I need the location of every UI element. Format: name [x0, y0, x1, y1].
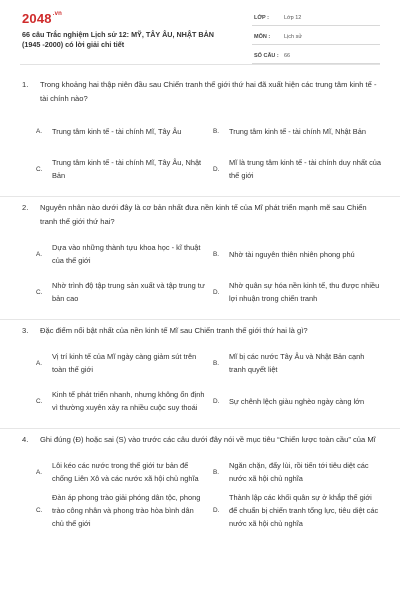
option-letter: D.	[213, 288, 220, 296]
meta-value: Lớp 12	[284, 15, 302, 21]
question-number: 2.	[22, 203, 29, 212]
answer-option-d[interactable]	[213, 150, 382, 188]
question-1	[0, 74, 400, 197]
answer-options	[22, 338, 382, 428]
answer-option-b[interactable]	[213, 344, 382, 382]
option-letter: B.	[213, 250, 220, 258]
answer-option-a[interactable]	[36, 112, 205, 150]
answer-option-c[interactable]	[36, 382, 205, 420]
question-stem	[22, 74, 382, 106]
option-letter: A.	[36, 127, 43, 135]
meta-value: 66	[284, 53, 291, 59]
answer-option-c[interactable]	[36, 273, 205, 311]
question-list	[0, 74, 400, 538]
answer-option-a[interactable]	[36, 344, 205, 382]
answer-options	[22, 106, 382, 196]
answer-option-a[interactable]	[36, 453, 205, 491]
option-text: Nhờ quân sự hóa nền kinh tế, thu được nhiều lợi nhuận trong chiến tranh	[229, 281, 380, 303]
question-text: Ghi đúng (Đ) hoặc sai (S) vào trước các câu dưới đây nói về mục tiêu “Chiến lược toàn cầu” của Mĩ	[40, 435, 376, 444]
option-letter: C.	[36, 397, 43, 405]
option-text: Vị trí kinh tế của Mĩ ngày càng giảm sút trên toàn thế giới	[52, 352, 197, 374]
option-letter: A.	[36, 250, 43, 258]
meta-key: LỚP :	[254, 15, 269, 21]
answer-option-d[interactable]	[213, 273, 382, 311]
answer-option-c[interactable]	[36, 150, 205, 188]
question-3	[0, 320, 400, 429]
meta-key: SỐ CÂU :	[254, 53, 279, 59]
option-letter: B.	[213, 468, 220, 476]
option-text: Kinh tế phát triển nhanh, nhưng không ổn định vì thường xuyên xảy ra nhiều cuộc suy thoái	[52, 390, 205, 412]
question-number: 3.	[22, 326, 29, 335]
question-stem	[22, 197, 382, 229]
question-stem	[22, 429, 382, 447]
option-letter: C.	[36, 165, 43, 173]
logo-main: 2048	[22, 11, 52, 26]
question-2	[0, 197, 400, 320]
answer-option-d[interactable]	[213, 491, 382, 530]
question-number: 1.	[22, 80, 29, 89]
option-letter: C.	[36, 288, 43, 296]
option-text: Dựa vào những thành tựu khoa học - kĩ thuật của thế giới	[52, 243, 201, 265]
question-number: 4.	[22, 435, 29, 444]
option-letter: B.	[213, 127, 220, 135]
meta-row-count	[252, 50, 380, 64]
meta-panel	[252, 12, 380, 69]
document-header	[0, 0, 400, 62]
option-text: Lôi kéo các nước trong thế giới tư bản để chống Liên Xô và các nước xã hội chủ nghĩa	[52, 461, 199, 483]
meta-value: Lịch sử	[284, 34, 303, 40]
option-text: Trung tâm kinh tế - tài chính Mĩ, Tây Âu, Nhật Bản	[52, 158, 202, 180]
meta-row-class	[252, 12, 380, 26]
site-logo[interactable]	[22, 11, 62, 26]
option-text: Ngăn chặn, đẩy lùi, rồi tiến tới tiêu diệt các nước xã hội chủ nghĩa	[229, 461, 369, 483]
option-letter: A.	[36, 468, 43, 476]
option-letter: D.	[213, 165, 220, 173]
option-text: Sự chênh lệch giàu nghèo ngày càng lớn	[229, 396, 365, 406]
meta-row-subject	[252, 31, 380, 45]
option-letter: C.	[36, 507, 43, 514]
option-text: Trung tâm kinh tế - tài chính Mĩ, Nhật Bản	[229, 126, 366, 136]
answer-option-b[interactable]	[213, 453, 382, 491]
option-text: Trung tâm kinh tế - tài chính Mĩ, Tây Âu	[52, 126, 182, 136]
option-letter: B.	[213, 359, 220, 367]
question-stem	[22, 320, 382, 338]
option-text: Thành lập các khối quân sự ở khắp thế giới để chuẩn bị chiến tranh tổng lực, tiêu diệt các nước xã hội chủ nghĩa	[229, 493, 379, 528]
answer-option-c[interactable]	[36, 491, 205, 530]
meta-key: MÔN :	[254, 34, 271, 40]
answer-option-d[interactable]	[213, 382, 382, 420]
option-text: Đàn áp phong trào giải phóng dân tộc, phong trào công nhân và phong trào hòa bình dân chủ thế giới	[52, 493, 201, 528]
document-title: 66 câu Trắc nghiệm Lịch sử 12: MỸ, TÂY ÂU, NHẬT BẢN (1945 -2000) có lời giải chi tiết	[22, 30, 214, 49]
question-4	[0, 429, 400, 538]
option-letter: D.	[213, 397, 220, 405]
answer-option-b[interactable]	[213, 112, 382, 150]
answer-option-b[interactable]	[213, 235, 382, 273]
logo-tld: .vn	[52, 11, 63, 17]
option-text: Nhờ tài nguyên thiên nhiên phong phú	[229, 249, 355, 259]
answer-options	[22, 229, 382, 319]
question-text: Đặc điểm nổi bật nhất của nền kinh tế Mĩ sau Chiến tranh thế giới thứ hai là gì?	[40, 326, 308, 335]
question-text: Nguyên nhân nào dưới đây là cơ bản nhất đưa nền kinh tế của Mĩ phát triển mạnh mẽ sau Chiến tranh thế giới thứ hai?	[40, 203, 367, 226]
question-text: Trong khoảng hai thập niên đầu sau Chiến tranh thế giới thứ hai đã xuất hiện các trung tâm kinh tế - tài chính nào?	[40, 80, 377, 103]
answer-option-a[interactable]	[36, 235, 205, 273]
answer-options	[22, 447, 382, 538]
option-letter: A.	[36, 359, 43, 367]
option-letter: D.	[213, 507, 220, 514]
option-text: Nhờ trình độ tập trung sản xuất và tập trung tư bản cao	[52, 281, 205, 303]
option-text: Mĩ bị các nước Tây Âu và Nhật Bản cạnh tranh quyết liệt	[229, 352, 365, 374]
option-text: Mĩ là trung tâm kinh tế - tài chính duy nhất của thế giới	[229, 158, 381, 180]
header-divider	[20, 64, 380, 65]
